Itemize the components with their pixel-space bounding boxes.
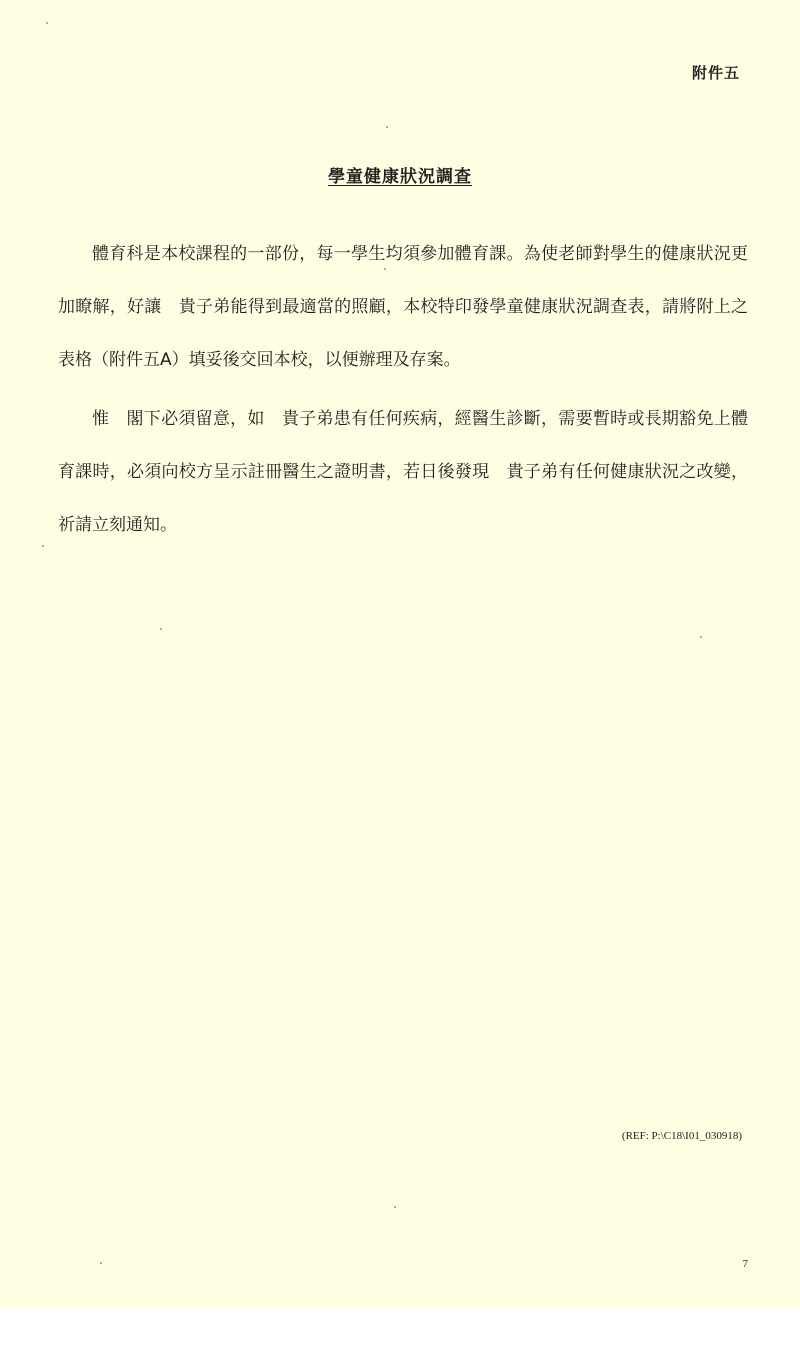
page-number: 7	[742, 1258, 748, 1270]
reference-code: (REF: P:\C18\I01_030918)	[621, 1130, 742, 1142]
paragraph-notice: 惟 閣下必須留意，如 貴子弟患有任何疾病，經醫生診斷，需要暫時或長期豁免上體育課時，必須向校方呈示註冊醫生之證明書，若日後發現 貴子弟有任何健康狀況之改變，祈請立刻通知。	[58, 409, 748, 535]
scan-speck	[100, 1262, 102, 1264]
scan-speck	[394, 1206, 396, 1208]
paragraph-intro: 體育科是本校課程的一部份，每一學生均須參加體育課。為使老師對學生的健康狀況更加瞭解，好讓 貴子弟能得到最適當的照顧，本校特印發學童健康狀況調查表，請將附上之表格（附件五A）填妥後交回本校，以便辦理及存案。	[58, 244, 748, 370]
scan-speck	[700, 636, 702, 638]
scan-speck	[42, 545, 44, 547]
scan-speck	[160, 628, 162, 630]
annex-label: 附件五	[691, 64, 740, 82]
document-title: 學童健康狀況調查	[328, 167, 472, 187]
scan-speck	[46, 22, 48, 24]
scan-speck	[384, 268, 386, 270]
scan-speck	[386, 126, 388, 128]
